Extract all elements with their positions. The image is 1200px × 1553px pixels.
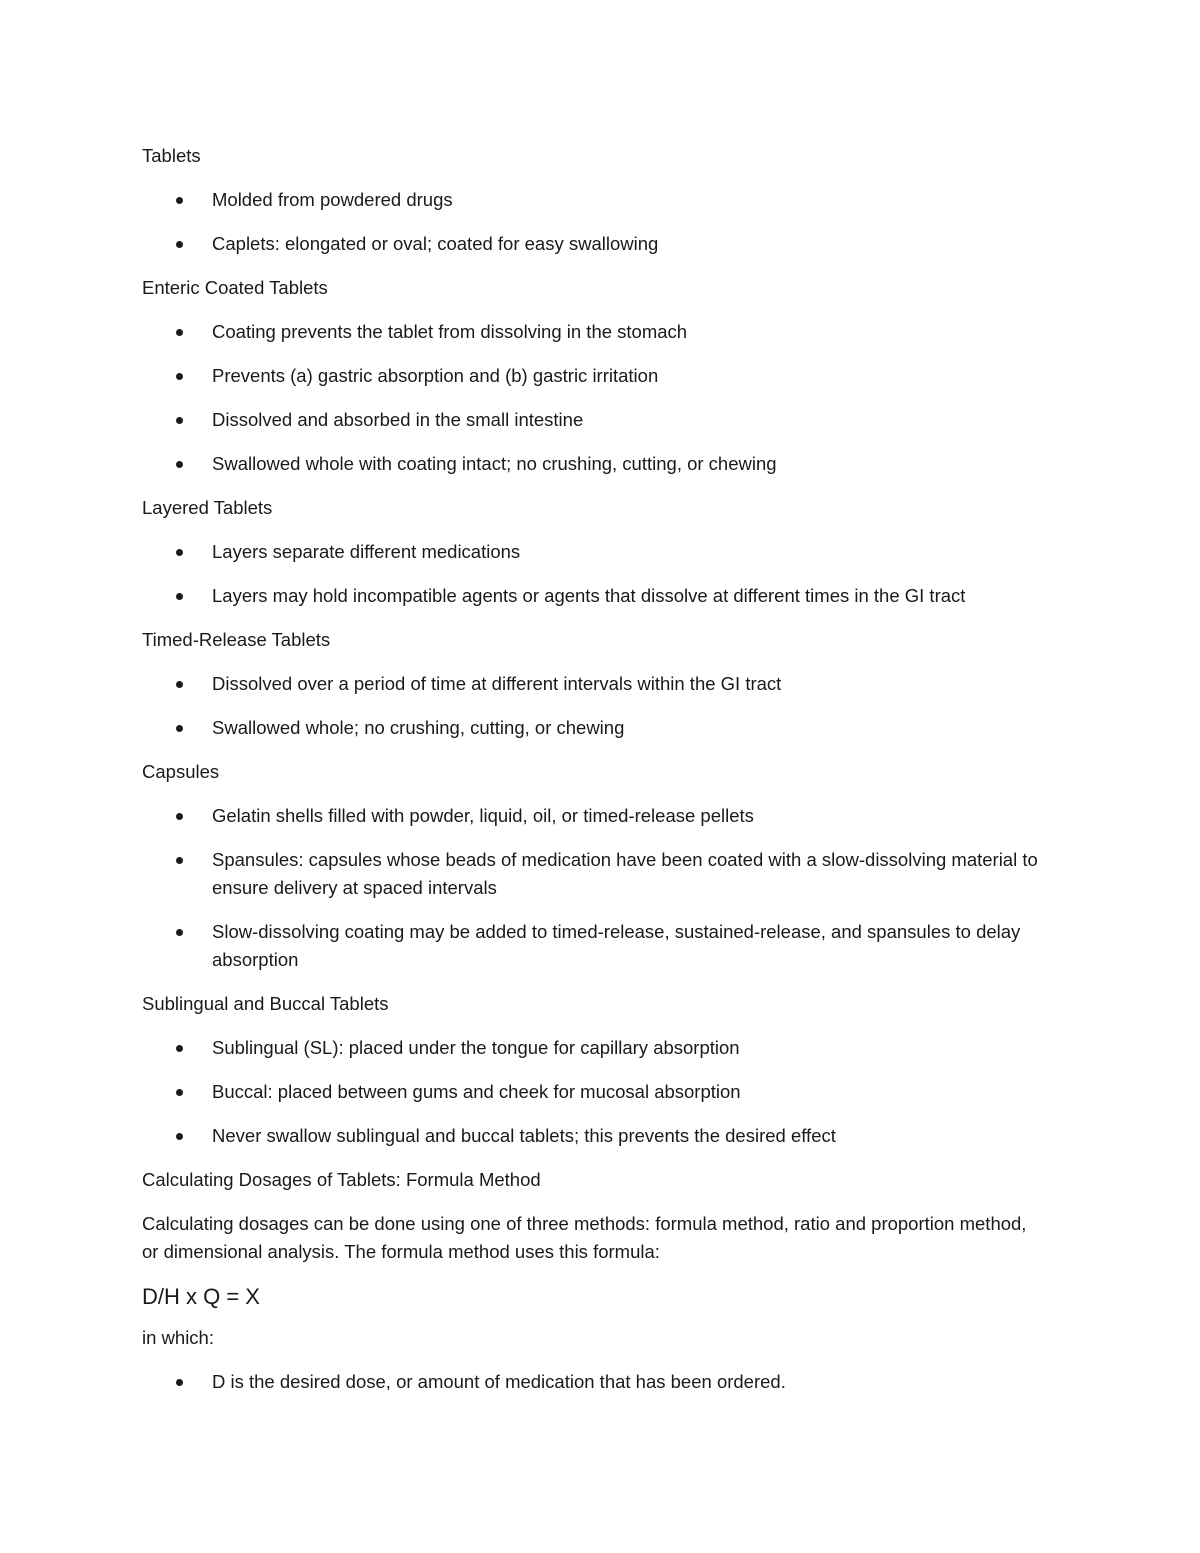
section-heading: Enteric Coated Tablets [142, 277, 328, 298]
bullet-icon [176, 857, 183, 864]
list-item-text: Prevents (a) gastric absorption and (b) gastric irritation [212, 365, 659, 386]
bullet-list [142, 318, 1042, 478]
list-item-text: Dissolved over a period of time at different intervals within the GI tract [212, 673, 782, 694]
list-item-text: Caplets: elongated or oval; coated for easy swallowing [212, 233, 659, 254]
bullet-icon [176, 593, 183, 600]
bullet-icon [176, 813, 183, 820]
bullet-icon [176, 681, 183, 688]
bullet-list [142, 670, 1042, 742]
list-item-text: Layers separate different medications [212, 541, 521, 562]
bullet-icon [176, 929, 183, 936]
bullet-list [142, 538, 1042, 610]
bullet-list [142, 1368, 1042, 1396]
list-item [142, 450, 1042, 478]
list-item [142, 186, 1042, 214]
list-item [142, 714, 1042, 742]
list-item [142, 582, 1042, 610]
list-item [142, 406, 1042, 434]
list-item [142, 918, 1042, 974]
in-which-label: in which: [142, 1327, 214, 1348]
list-item [142, 1078, 1042, 1106]
list-item-text: Dissolved and absorbed in the small intestine [212, 409, 584, 430]
bullet-icon [176, 1089, 183, 1096]
list-item-text: Never swallow sublingual and buccal tablets; this prevents the desired effect [212, 1125, 836, 1146]
list-item [142, 846, 1042, 902]
bullet-icon [176, 549, 183, 556]
section-heading: Sublingual and Buccal Tablets [142, 993, 389, 1014]
list-item [142, 1122, 1042, 1150]
bullet-icon [176, 197, 183, 204]
section-heading: Tablets [142, 145, 201, 166]
list-item-text: D is the desired dose, or amount of medication that has been ordered. [212, 1371, 786, 1392]
bullet-list [142, 1034, 1042, 1150]
list-item-text: Molded from powdered drugs [212, 189, 453, 210]
section-heading: Timed-Release Tablets [142, 629, 331, 650]
list-item-text: Sublingual (SL): placed under the tongue for capillary absorption [212, 1037, 740, 1058]
list-item-text: Buccal: placed between gums and cheek for mucosal absorption [212, 1081, 741, 1102]
bullet-icon [176, 329, 183, 336]
list-item-text: Slow-dissolving coating may be added to timed-release, sustained-release, and spansules to delay absorption [212, 921, 1021, 970]
bullet-icon [176, 725, 183, 732]
list-item [142, 802, 1042, 830]
list-item [142, 318, 1042, 346]
dosage-formula: D/H x Q = X [142, 1284, 260, 1309]
list-item [142, 1034, 1042, 1062]
bullet-icon [176, 241, 183, 248]
list-item-text: Spansules: capsules whose beads of medication have been coated with a slow-dissolving material to ensure delivery at spaced intervals [212, 849, 1038, 898]
list-item [142, 362, 1042, 390]
bullet-icon [176, 461, 183, 468]
bullet-list [142, 802, 1042, 974]
list-item-text: Gelatin shells filled with powder, liquid, oil, or timed-release pellets [212, 805, 754, 826]
list-item [142, 230, 1042, 258]
bullet-icon [176, 1379, 183, 1386]
list-item-text: Coating prevents the tablet from dissolving in the stomach [212, 321, 688, 342]
list-item [142, 670, 1042, 698]
section-heading: Capsules [142, 761, 220, 782]
section-heading: Calculating Dosages of Tablets: Formula Method [142, 1169, 541, 1190]
bullet-icon [176, 1133, 183, 1140]
list-item [142, 538, 1042, 566]
bullet-icon [176, 1045, 183, 1052]
list-item-text: Swallowed whole; no crushing, cutting, or chewing [212, 717, 625, 738]
list-item-text: Swallowed whole with coating intact; no crushing, cutting, or chewing [212, 453, 777, 474]
document-body [142, 142, 1042, 1412]
list-item-text: Layers may hold incompatible agents or agents that dissolve at different times in the GI tract [212, 585, 966, 606]
intro-paragraph: Calculating dosages can be done using one of three methods: formula method, ratio and proportion method, or dimensional analysis. The formula method uses this formula: [142, 1213, 1027, 1262]
section-heading: Layered Tablets [142, 497, 273, 518]
list-item [142, 1368, 1042, 1396]
bullet-icon [176, 373, 183, 380]
bullet-icon [176, 417, 183, 424]
bullet-list [142, 186, 1042, 258]
